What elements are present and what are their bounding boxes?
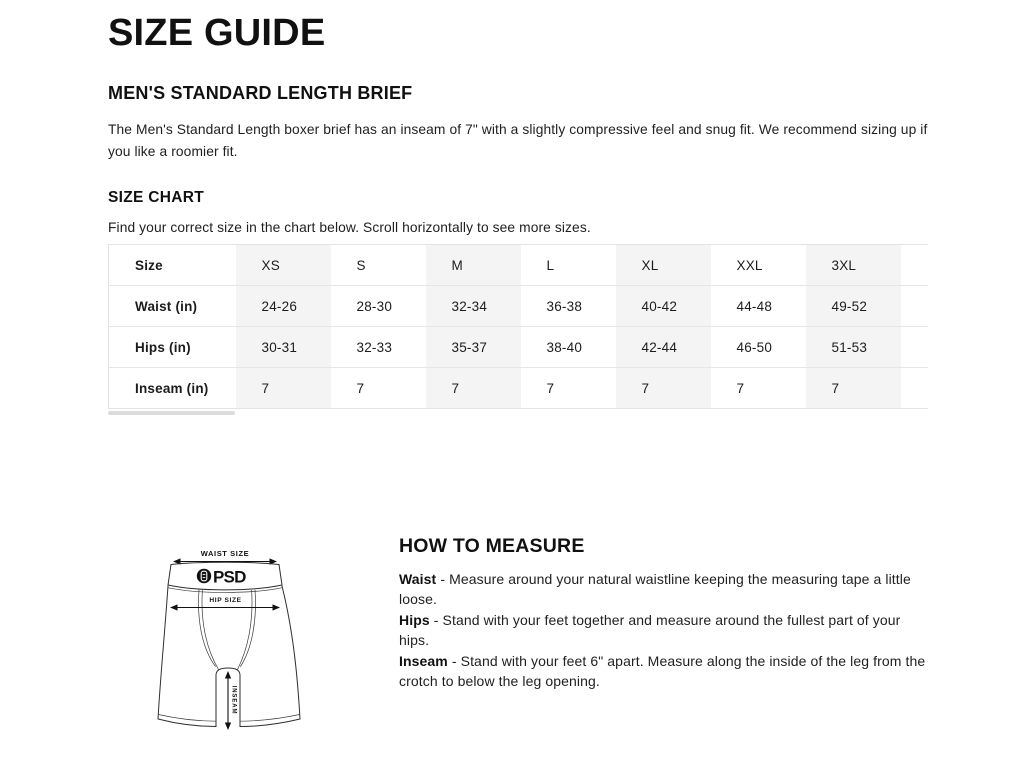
table-row — [109, 368, 929, 409]
measure-item-hips — [399, 610, 930, 651]
measure-text: Measure around your natural waistline keeping the measuring tape a little loose. — [399, 571, 911, 608]
horizontal-scrollbar-thumb[interactable] — [108, 411, 235, 415]
partial-cell — [901, 245, 929, 286]
measure-separator: - — [451, 652, 457, 669]
partial-cell — [901, 286, 929, 327]
horizontal-scrollbar — [108, 410, 928, 415]
table-cell: 32-33 — [331, 327, 426, 368]
brief-diagram-image — [153, 545, 305, 741]
inseam-label: INSEAM — [230, 685, 237, 715]
measure-text: Stand with your feet together and measure around the fullest part of your hips. — [399, 611, 901, 649]
table-row — [109, 286, 929, 327]
measure-term: Hips — [399, 611, 430, 628]
table-cell: 46-50 — [711, 327, 806, 368]
how-to-measure-column — [399, 535, 930, 691]
table-cell: 7 — [641, 380, 650, 396]
left-leg-hem — [158, 715, 216, 722]
pouch-seam-right — [241, 590, 256, 667]
table-cell: 28-30 — [331, 286, 426, 327]
measure-term: Waist — [399, 571, 437, 587]
size-col-header: 3XL — [806, 245, 901, 286]
size-col-header: L — [521, 245, 616, 286]
how-to-measure-section — [108, 535, 930, 746]
table-row — [109, 327, 929, 368]
partial-cell — [901, 327, 929, 368]
table-cell: 44-48 — [711, 286, 806, 327]
size-chart-heading: SIZE CHART — [108, 189, 204, 206]
hip-size-label: HIP SIZE — [209, 597, 242, 604]
measure-separator: - — [440, 571, 446, 587]
psd-logo-text: PSD — [213, 567, 246, 587]
table-cell: 7 — [736, 380, 745, 396]
measure-item-inseam — [399, 651, 930, 692]
table-cell: 40-42 — [616, 286, 711, 327]
table-cell: 51-53 — [806, 327, 901, 368]
table-cell: 7 — [356, 380, 365, 396]
table-cell: 32-34 — [426, 286, 521, 327]
size-col-header: XXL — [711, 245, 806, 286]
table-header-row — [109, 245, 929, 286]
measure-text: Stand with your feet 6" apart. Measure along the inside of the leg from the crotch to below the leg opening. — [399, 652, 926, 690]
right-leg-hem — [240, 715, 300, 722]
size-table-scroll-area[interactable] — [108, 244, 928, 409]
row-label: Size — [109, 245, 236, 286]
psd-logo-badge-icon — [197, 569, 211, 583]
size-table — [108, 244, 928, 409]
measure-items — [399, 569, 930, 691]
table-cell: 7 — [831, 380, 840, 396]
table-cell: 24-26 — [236, 286, 331, 327]
size-chart-instruction: Find your correct size in the chart below. Scroll horizontally to see more sizes. — [108, 220, 591, 235]
size-col-header: XS — [236, 245, 331, 286]
brief-illustration — [153, 545, 305, 746]
table-cell: 35-37 — [426, 327, 521, 368]
table-cell: 42-44 — [616, 327, 711, 368]
measure-item-waist — [399, 569, 930, 610]
row-label: Hips (in) — [109, 327, 236, 368]
table-cell: 38-40 — [521, 327, 616, 368]
measure-term: Inseam — [399, 652, 448, 669]
size-col-header: XL — [616, 245, 711, 286]
size-col-header: S — [331, 245, 426, 286]
table-cell: 7 — [451, 380, 460, 396]
measure-separator: - — [433, 611, 439, 628]
table-cell: 49-52 — [806, 286, 901, 327]
size-col-header: M — [426, 245, 521, 286]
waist-size-label: WAIST SIZE — [200, 549, 250, 558]
partial-cell — [901, 368, 929, 409]
product-title: MEN'S STANDARD LENGTH BRIEF — [108, 83, 413, 103]
how-to-measure-heading: HOW TO MEASURE — [399, 535, 585, 557]
row-label: Inseam (in) — [135, 380, 209, 396]
product-description: The Men's Standard Length boxer brief has an inseam of 7" with a slightly compressive feel and snug fit. We recommend sizing up if you like a roomier fit. — [108, 122, 928, 159]
table-cell: 7 — [546, 380, 555, 396]
page-title: SIZE GUIDE — [108, 12, 326, 54]
table-cell: 36-38 — [521, 286, 616, 327]
table-cell: 7 — [261, 380, 270, 396]
row-label: Waist (in) — [109, 286, 236, 327]
table-cell: 30-31 — [236, 327, 331, 368]
